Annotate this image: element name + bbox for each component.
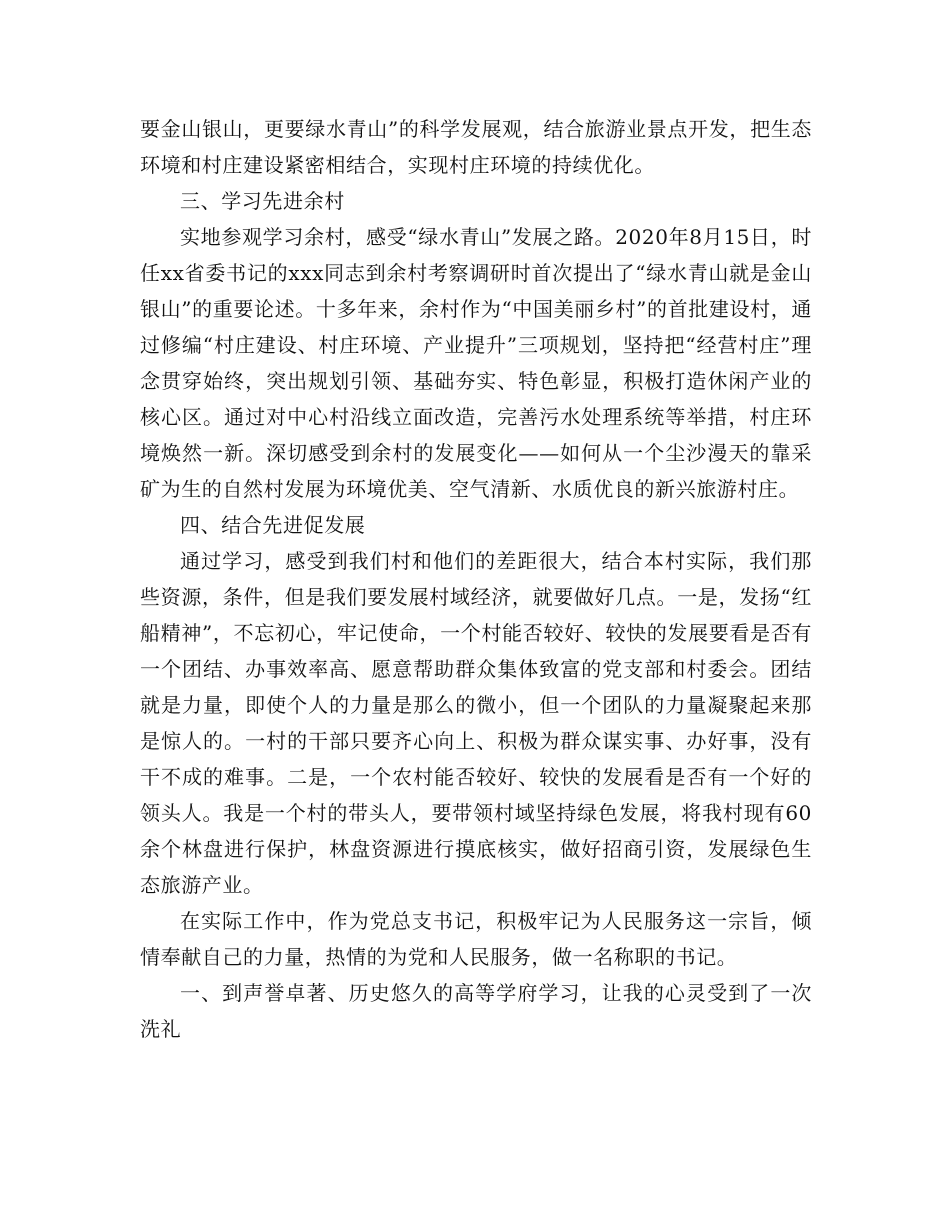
paragraph-development-plan: 通过学习，感受到我们村和他们的差距很大，结合本村实际，我们那些资源，条件，但是我们要发展村域经济，就要做好几点。一是，发扬“红船精神”，不忘初心，牢记使命，一个村能否较好、较快的发展要看是否有一个团结、办事效率高、愿意帮助群众集体致富的党支部和村委会。团结就是力量，即使个人的力量是那么的微小，但一个团队的力量凝聚起来那是惊人的。一村的干部只要齐心向上、积极为群众谋实事、办好事，没有干不成的难事。二是，一个农村能否较好、较快的发展看是否有一个好的领头人。我是一个村的带头人，要带领村域坚持绿色发展，将我村现有60余个林盘进行保护，林盘资源进行摸底核实，做好招商引资，发展绿色生态旅游产业。 — [140, 549, 812, 897]
paragraph-work-commitment: 在实际工作中，作为党总支书记，积极牢记为人民服务这一宗旨，倾情奉献自己的力量，热情的为党和人民服务，做一名称职的书记。 — [140, 909, 812, 969]
paragraph-yucun-visit: 实地参观学习余村，感受“绿水青山”发展之路。2020年8月15日，时任xx省委书记的xxx同志到余村考察调研时首次提出了“绿水青山就是金山银山”的重要论述。十多年来，余村作为“中国美丽乡村”的首批建设村，通过修编“村庄建设、村庄环境、产业提升”三项规划，坚持把“经营村庄”理念贯穿始终，突出规划引领、基础夯实、特色彰显，积极打造休闲产业的核心区。通过对中心村沿线立面改造，完善污水处理系统等举措，村庄环境焕然一新。深切感受到余村的发展变化——如何从一个尘沙漫天的靠采矿为生的自然村发展为环境优美、空气清新、水质优良的新兴旅游村庄。 — [140, 225, 812, 501]
section-heading-four: 四、结合先进促发展 — [180, 513, 366, 537]
paragraph-continued-intro: 要金山银山，更要绿水青山”的科学发展观，结合旅游业景点开发，把生态环境和村庄建设紧密相结合，实现村庄环境的持续优化。 — [140, 117, 812, 177]
section-heading-three: 三、学习先进余村 — [180, 189, 345, 213]
document-body — [140, 111, 812, 1047]
paragraph-university-study: 一、到声誉卓著、历史悠久的高等学府学习，让我的心灵受到了一次洗礼 — [140, 981, 812, 1041]
